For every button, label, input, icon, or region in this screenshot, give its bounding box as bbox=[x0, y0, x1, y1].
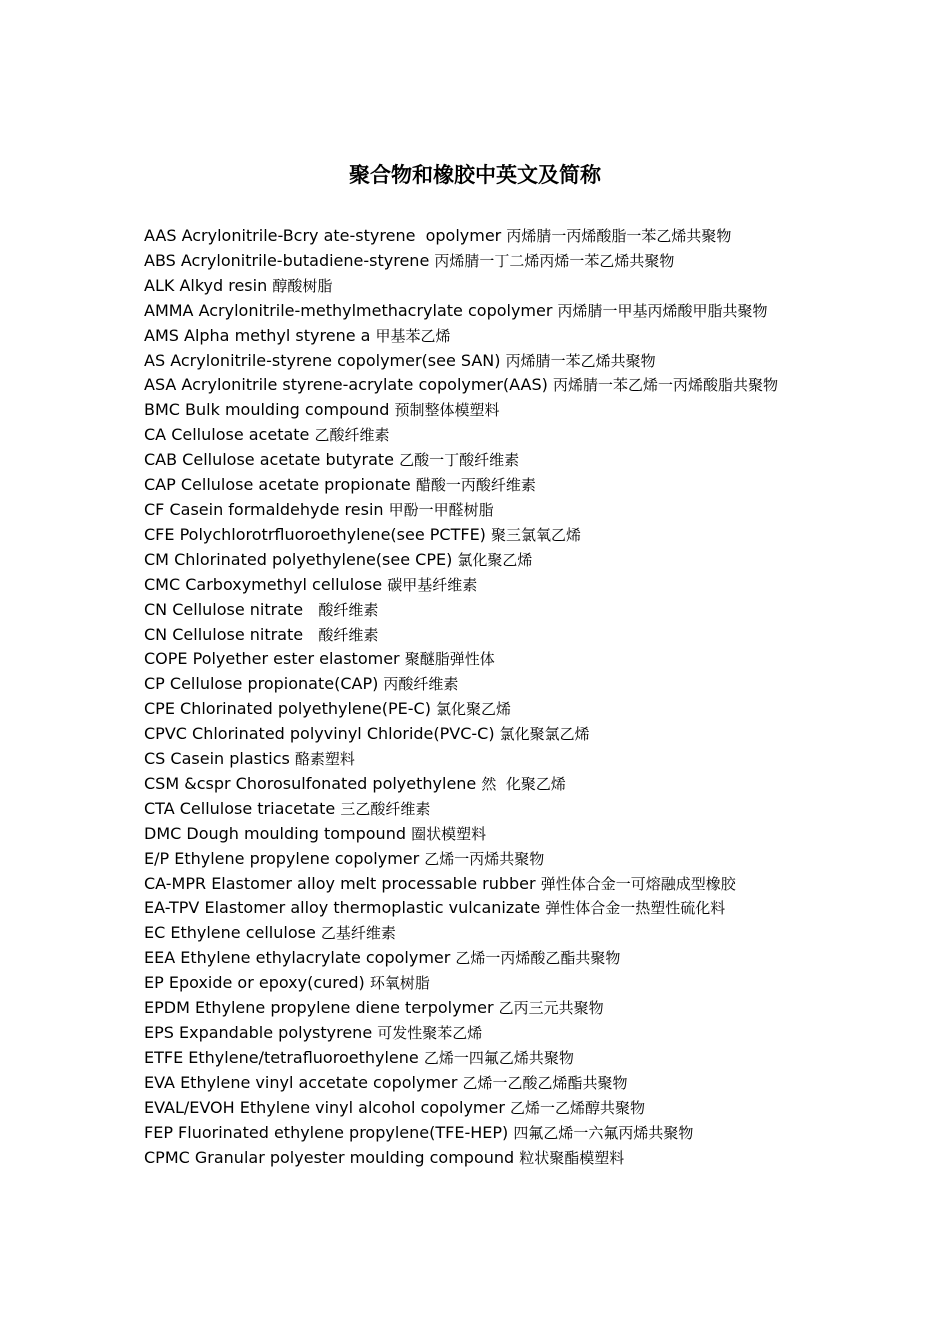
glossary-entry bbox=[144, 274, 810, 299]
entry-english-term: ETFE Ethylene/tetrafluoroethylene bbox=[144, 1047, 424, 1067]
glossary-entry bbox=[144, 349, 810, 374]
entry-chinese-term: 丙烯腈一苯乙烯共聚物 bbox=[505, 351, 656, 370]
glossary-entry bbox=[144, 747, 810, 772]
entry-english-term: AMMA Acrylonitrile-methylmethacrylate copolymer bbox=[144, 300, 558, 320]
entry-english-term: CF Casein formaldehyde resin bbox=[144, 499, 389, 519]
entry-english-term: EPDM Ethylene propylene diene terpolymer bbox=[144, 998, 499, 1018]
glossary-entry bbox=[144, 423, 810, 448]
glossary-list bbox=[144, 224, 810, 1170]
glossary-entry bbox=[144, 672, 810, 697]
entry-english-term: CPMC Granular polyester moulding compound bbox=[144, 1147, 520, 1167]
entry-english-term: EVA Ethylene vinyl accetate copolymer bbox=[144, 1072, 463, 1092]
glossary-entry bbox=[144, 1096, 810, 1121]
entry-english-term: ASA Acrylonitrile styrene-acrylate copolymer(AAS) bbox=[144, 375, 553, 395]
entry-chinese-term: 三乙酸纤维素 bbox=[340, 799, 431, 818]
entry-chinese-term: 碳甲基纤维素 bbox=[387, 575, 478, 594]
entry-chinese-term: 乙丙三元共聚物 bbox=[498, 999, 604, 1018]
glossary-entry bbox=[144, 847, 810, 872]
entry-english-term: CM Chlorinated polyethylene(see CPE) bbox=[144, 549, 458, 569]
entry-chinese-term: 氯化聚氯乙烯 bbox=[499, 725, 590, 744]
entry-english-term: ABS Acrylonitrile-butadiene-styrene bbox=[144, 250, 435, 270]
glossary-entry bbox=[144, 598, 810, 623]
entry-english-term: E/P Ethylene propylene copolymer bbox=[144, 848, 425, 868]
glossary-entry bbox=[144, 1046, 810, 1071]
glossary-entry bbox=[144, 498, 810, 523]
entry-chinese-term: 醇酸树脂 bbox=[272, 276, 333, 295]
entry-english-term: COPE Polyether ester elastomer bbox=[144, 649, 405, 669]
entry-chinese-term: 丙酸纤维素 bbox=[383, 675, 459, 694]
glossary-entry bbox=[144, 921, 810, 946]
entry-chinese-term: 甲酚一甲醛树脂 bbox=[388, 500, 494, 519]
entry-chinese-term: 丙烯腈一甲基丙烯酸甲脂共聚物 bbox=[557, 301, 768, 320]
glossary-entry bbox=[144, 1121, 810, 1146]
entry-chinese-term: 粒状聚酯模塑料 bbox=[519, 1148, 625, 1167]
entry-english-term: CA Cellulose acetate bbox=[144, 425, 315, 445]
entry-english-term: ALK Alkyd resin bbox=[144, 275, 273, 295]
entry-chinese-term: 酸纤维素 bbox=[318, 625, 379, 644]
glossary-entry bbox=[144, 448, 810, 473]
document-title: 聚合物和橡胶中英文及简称 bbox=[349, 162, 601, 187]
glossary-entry bbox=[144, 872, 810, 897]
entry-english-term: AS Acrylonitrile-styrene copolymer(see SAN) bbox=[144, 350, 506, 370]
entry-english-term: EPS Expandable polystyrene bbox=[144, 1023, 378, 1042]
entry-chinese-term: 乙烯一丙烯酸乙酯共聚物 bbox=[455, 949, 621, 968]
entry-chinese-term: 乙烯一丙烯共聚物 bbox=[424, 849, 545, 868]
glossary-entry bbox=[144, 797, 810, 822]
glossary-entry bbox=[144, 1146, 810, 1171]
glossary-entry bbox=[144, 623, 810, 648]
entry-english-term: EVAL/EVOH Ethylene vinyl alcohol copolymer bbox=[144, 1097, 511, 1117]
glossary-entry bbox=[144, 1021, 810, 1046]
glossary-entry bbox=[144, 946, 810, 971]
entry-chinese-term: 酸纤维素 bbox=[318, 600, 379, 619]
entry-english-term: EC Ethylene cellulose bbox=[144, 923, 321, 943]
glossary-entry bbox=[144, 996, 810, 1021]
entry-chinese-term: 聚醚脂弹性体 bbox=[404, 650, 495, 669]
glossary-entry bbox=[144, 299, 810, 324]
entry-english-term: CAP Cellulose acetate propionate bbox=[144, 475, 416, 495]
entry-english-term: AAS Acrylonitrile-Bcry ate-styrene opolymer bbox=[144, 226, 507, 245]
glossary-entry bbox=[144, 896, 810, 921]
entry-english-term: CA-MPR Elastomer alloy melt processable rubber bbox=[144, 873, 541, 893]
entry-chinese-term: 乙酸一丁酸纤维素 bbox=[399, 451, 520, 470]
entry-chinese-term: 丙烯腈一丙烯酸脂一苯乙烯共聚物 bbox=[506, 227, 732, 245]
entry-chinese-term: 甲基苯乙烯 bbox=[375, 326, 451, 345]
glossary-entry bbox=[144, 971, 810, 996]
entry-chinese-term: 乙烯一乙烯醇共聚物 bbox=[510, 1098, 646, 1117]
entry-chinese-term: 丙烯腈一丁二烯丙烯一苯乙烯共聚物 bbox=[434, 251, 675, 270]
entry-english-term: EP Epoxide or epoxy(cured) bbox=[144, 973, 370, 993]
entry-english-term: CPVC Chlorinated polyvinyl Chloride(PVC-C) bbox=[144, 724, 500, 744]
entry-chinese-term: 醋酸一丙酸纤维素 bbox=[415, 476, 536, 495]
entry-english-term: CPE Chlorinated polyethylene(PE-C) bbox=[144, 699, 437, 719]
glossary-entry bbox=[144, 324, 810, 349]
entry-english-term: CFE Polychlorotrfluoroethylene(see PCTFE) bbox=[144, 524, 491, 544]
glossary-entry bbox=[144, 249, 810, 274]
entry-chinese-term: 可发性聚苯乙烯 bbox=[377, 1024, 483, 1042]
entry-english-term: CAB Cellulose acetate butyrate bbox=[144, 450, 400, 470]
glossary-entry bbox=[144, 1071, 810, 1096]
glossary-entry bbox=[144, 373, 810, 398]
entry-chinese-term: 聚三氯氧乙烯 bbox=[491, 525, 582, 544]
entry-english-term: FEP Fluorinated ethylene propylene(TFE-HEP) bbox=[144, 1122, 514, 1142]
entry-english-term: CP Cellulose propionate(CAP) bbox=[144, 674, 384, 694]
glossary-entry bbox=[144, 398, 810, 423]
entry-english-term: CSM &cspr Chorosulfonated polyethylene bbox=[144, 773, 482, 793]
entry-chinese-term: 圈状模塑料 bbox=[411, 824, 487, 843]
glossary-entry bbox=[144, 224, 810, 249]
glossary-entry bbox=[144, 647, 810, 672]
entry-chinese-term: 乙基纤维素 bbox=[320, 924, 396, 943]
entry-english-term: BMC Bulk moulding compound bbox=[144, 400, 395, 420]
entry-english-term: CTA Cellulose triacetate bbox=[144, 798, 341, 818]
glossary-entry bbox=[144, 822, 810, 847]
entry-english-term: CN Cellulose nitrate bbox=[144, 624, 319, 644]
glossary-entry bbox=[144, 722, 810, 747]
entry-english-term: CS Casein plastics bbox=[144, 749, 295, 769]
entry-chinese-term: 氯化聚乙烯 bbox=[436, 700, 512, 719]
entry-chinese-term: 乙烯一四氟乙烯共聚物 bbox=[423, 1048, 574, 1067]
entry-english-term: CN Cellulose nitrate bbox=[144, 599, 319, 619]
entry-chinese-term: 然 化聚乙烯 bbox=[481, 774, 566, 793]
entry-chinese-term: 环氧树脂 bbox=[369, 974, 430, 993]
entry-chinese-term: 酪素塑料 bbox=[294, 750, 355, 769]
entry-chinese-term: 乙酸纤维素 bbox=[314, 426, 390, 445]
glossary-entry bbox=[144, 573, 810, 598]
glossary-entry bbox=[144, 473, 810, 498]
entry-chinese-term: 弹性体合金一热塑性硫化料 bbox=[545, 899, 726, 918]
entry-chinese-term: 氯化聚乙烯 bbox=[457, 550, 533, 569]
glossary-entry bbox=[144, 548, 810, 573]
entry-english-term: CMC Carboxymethyl cellulose bbox=[144, 574, 388, 594]
glossary-entry bbox=[144, 697, 810, 722]
glossary-entry bbox=[144, 523, 810, 548]
entry-chinese-term: 四氟乙烯一六氟丙烯共聚物 bbox=[513, 1123, 694, 1142]
entry-english-term: EEA Ethylene ethylacrylate copolymer bbox=[144, 948, 456, 968]
entry-chinese-term: 预制整体模塑料 bbox=[394, 401, 500, 420]
entry-english-term: AMS Alpha methyl styrene a bbox=[144, 325, 376, 345]
entry-chinese-term: 丙烯腈一苯乙烯一丙烯酸脂共聚物 bbox=[552, 376, 778, 395]
entry-english-term: EA-TPV Elastomer alloy thermoplastic vulcanizate bbox=[144, 898, 546, 918]
entry-chinese-term: 弹性体合金一可熔融成型橡胶 bbox=[540, 874, 736, 893]
entry-chinese-term: 乙烯一乙酸乙烯酯共聚物 bbox=[462, 1073, 628, 1092]
entry-english-term: DMC Dough moulding tompound bbox=[144, 823, 412, 843]
glossary-entry bbox=[144, 772, 810, 797]
